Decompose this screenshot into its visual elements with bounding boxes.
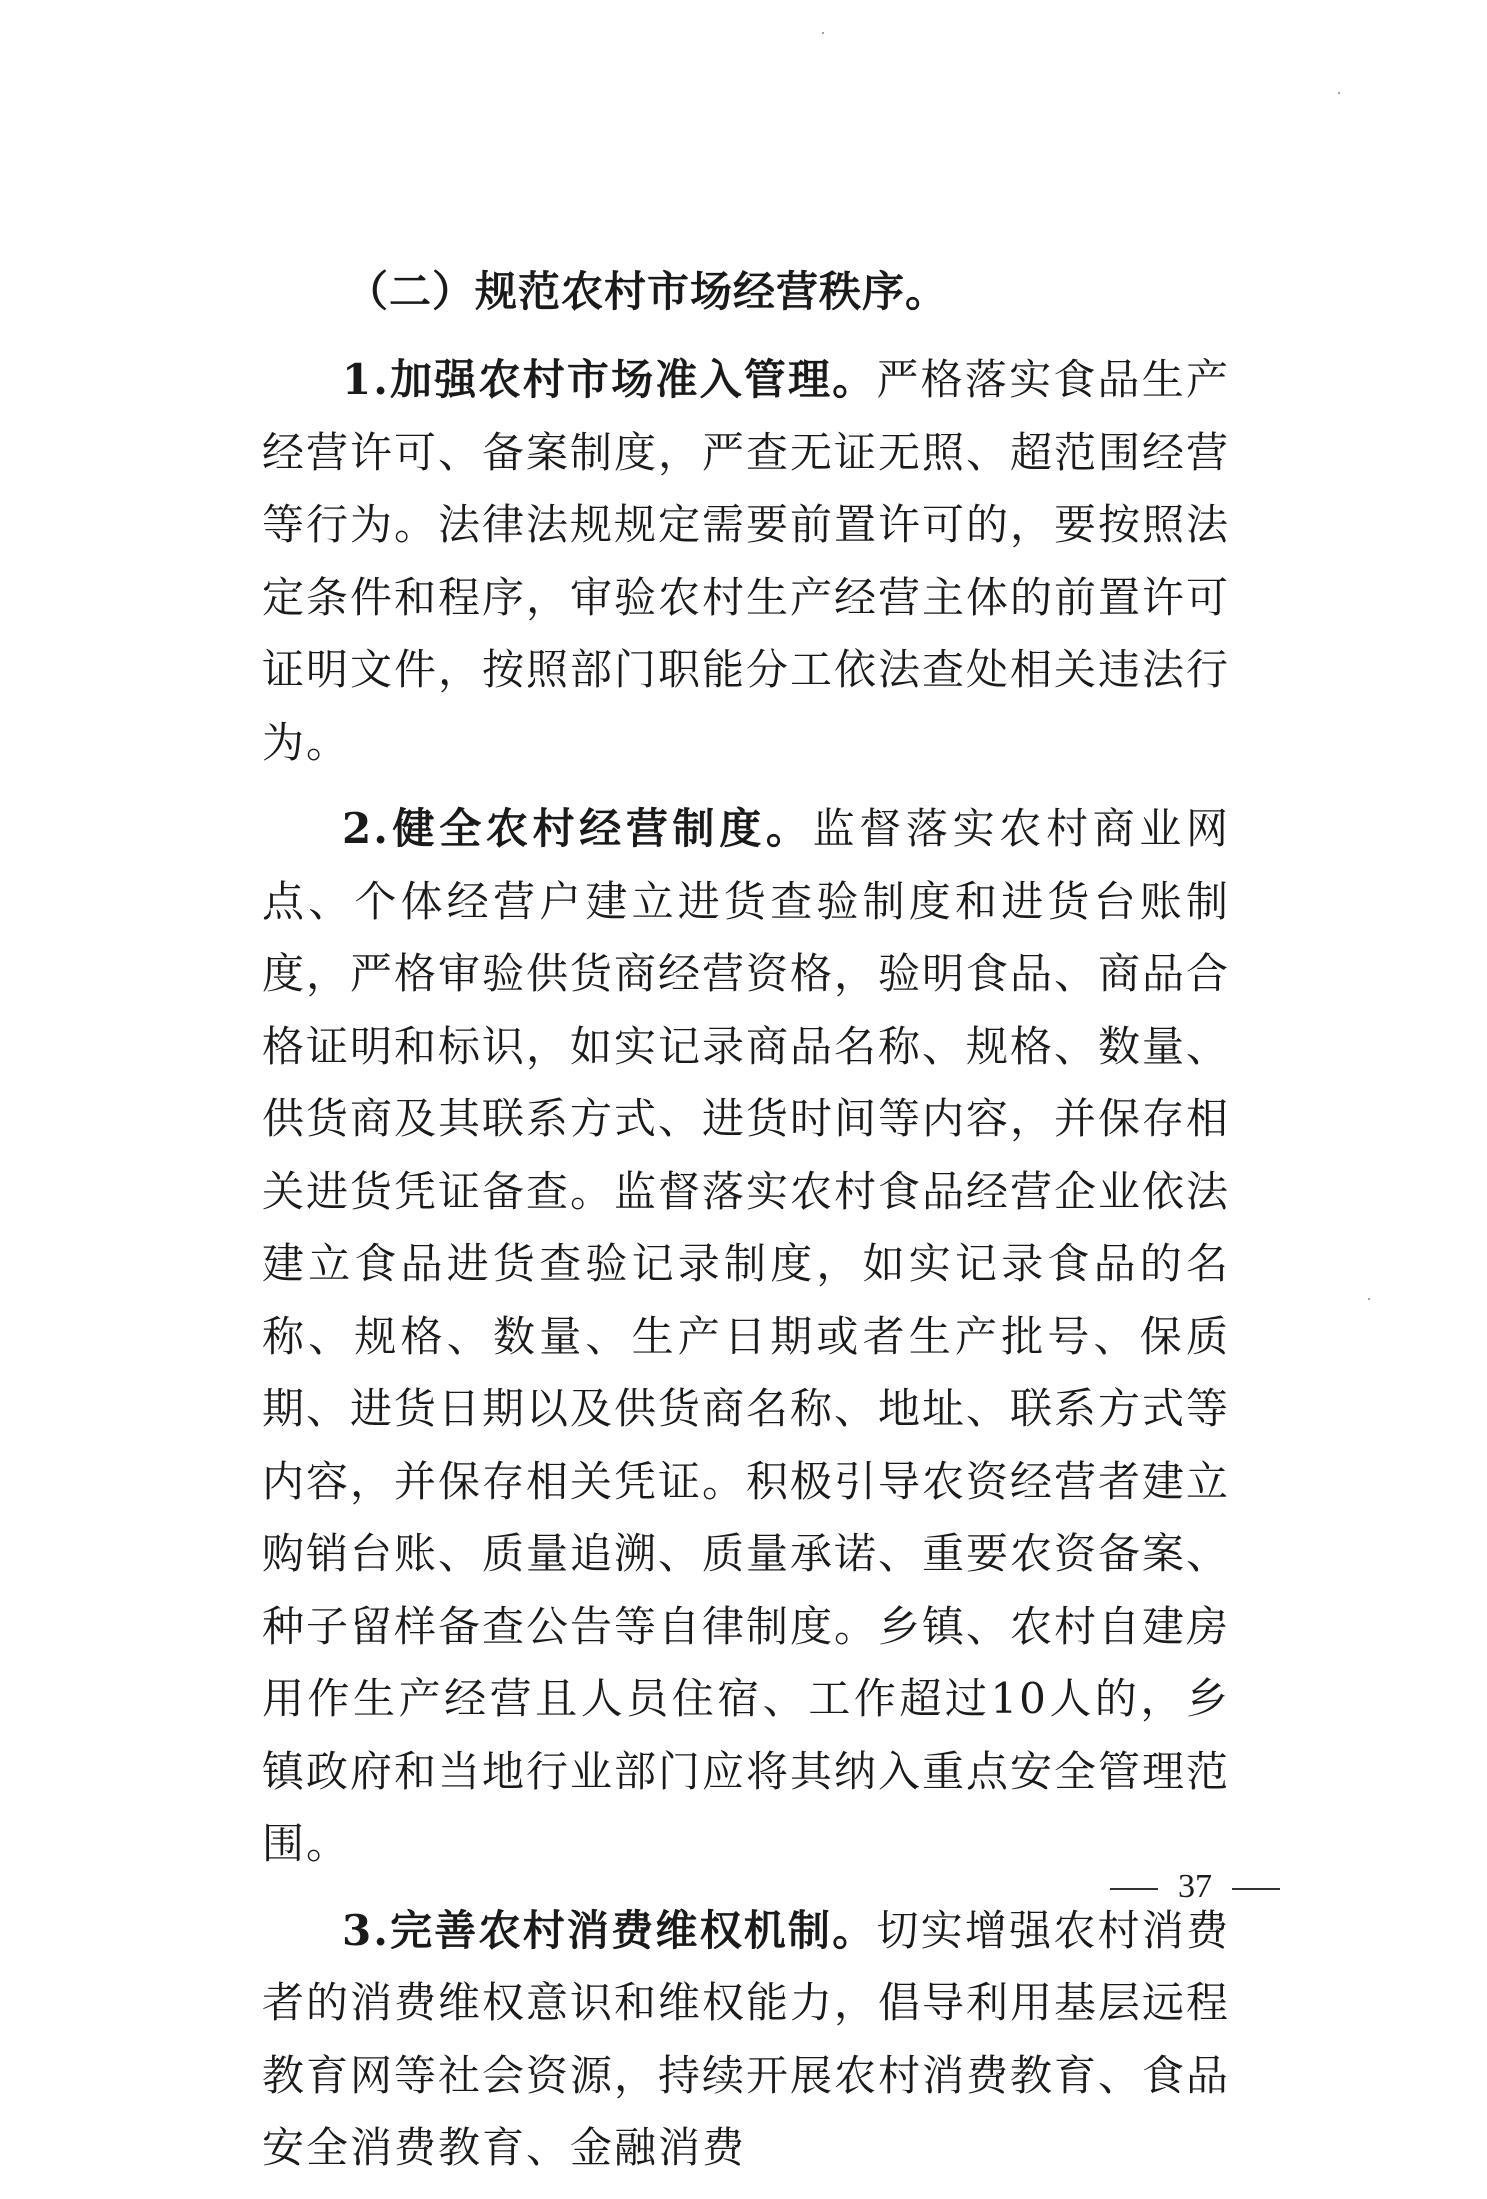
paragraph-body: 切实增强农村消费者的消费维权意识和维权能力，倡导利用基层远程教育网等社会资源，持续开展农村消费教育、食品安全消费教育、金融消费 — [262, 1905, 1231, 2172]
paragraph-consumer-rights — [262, 1895, 1230, 2185]
paragraph-lead: 2.健全农村经营制度。 — [342, 804, 813, 853]
paragraph-lead: 1.加强农村市场准入管理。 — [342, 355, 877, 404]
paragraph-lead: 3.完善农村消费维权机制。 — [342, 1905, 877, 1955]
paragraph-business-system — [262, 793, 1230, 1881]
scan-speck — [1338, 92, 1340, 94]
paragraph-market-access — [262, 344, 1230, 779]
page-footer — [1110, 1868, 1280, 1906]
footer-dash-right — [1232, 1888, 1280, 1890]
footer-dash-left — [1110, 1888, 1158, 1890]
paragraph-body: 监督落实农村商业网点、个体经营户建立进货查验制度和进货台账制度，严格审验供货商经营资格，验明食品、商品合格证明和标识，如实记录商品名称、规格、数量、供货商及其联系方式、进货时间等内容，并保存相关进货凭证备查。监督落实农村食品经营企业依法建立食品进货查验记录制度，如实记录食品的名称、规格、数量、生产日期或者生产批号、保质期、进货日期以及供货商名称、地址、联系方式等内容，并保存相关凭证。积极引导农资经营者建立购销台账、质量追溯、质量承诺、重要农资备案、种子留样备查公告等自律制度。乡镇、农村自建房用作生产经营且人员住宿、工作超过10人的，乡镇政府和当地行业部门应将其纳入重点安全管理范围。 — [262, 804, 1231, 1868]
scan-speck — [822, 32, 824, 34]
paragraph-body: 严格落实食品生产经营许可、备案制度，严查无证无照、超范围经营等行为。法律法规规定需要前置许可的，要按照法定条件和程序，审验农村生产经营主体的前置许可证明文件，按照部门职能分工依法查处相关违法行为。 — [262, 355, 1231, 767]
document-body — [262, 262, 1230, 2199]
page-number: 37 — [1178, 1868, 1212, 1905]
scan-speck — [1368, 1298, 1370, 1300]
section-heading: （二）规范农村市场经营秩序。 — [346, 267, 949, 316]
